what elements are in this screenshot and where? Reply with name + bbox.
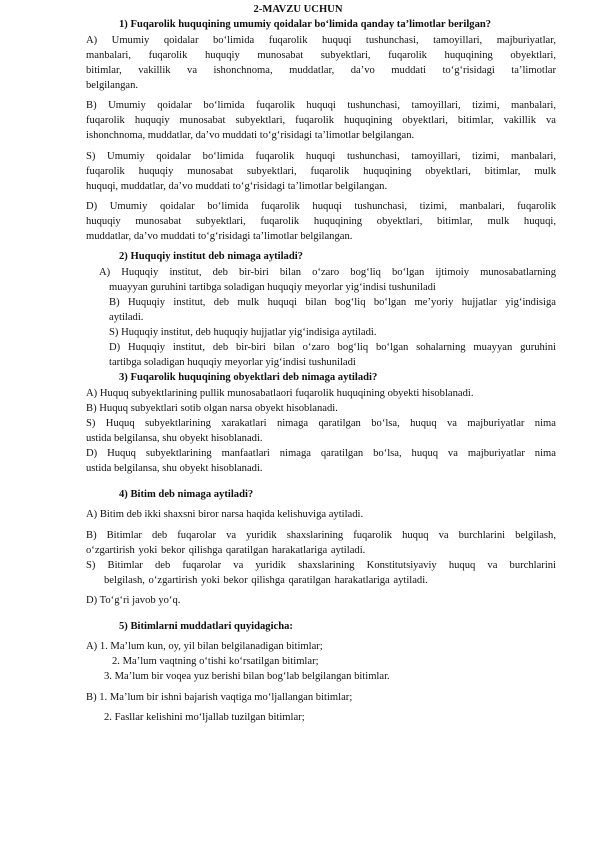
q5-option-a-line-1: A) 1. Ma’lum kun, oy, yil bilan belgilanadigan bitimlar; [86, 641, 323, 652]
question-3: 3) Fuqarolik huquqining obyektlari deb nimaga aytiladi? [119, 372, 378, 383]
q1-option-a-line-4: belgilangan. [86, 80, 139, 91]
q5-option-a-line-3: 3. Ma’lum bir voqea yuz berishi bilan bog‘lab belgilangan bitimlar. [104, 671, 390, 682]
q1-option-d-line-3: muddatlar, da’vo muddati to‘g‘risidagi ta’limotlar belgilangan. [86, 231, 353, 242]
q1-option-c-line-1: S) Umumiy qoidalar bo‘limida fuqarolik huquqi tushunchasi, tamoyillari, tizimi, manbalari, [86, 151, 556, 162]
q4-option-b-line-2: o‘zgartirish yoki bekor qilishga qaratilgan harakatlariga aytiladi. [86, 545, 366, 556]
q2-option-b-line-2: aytiladi. [109, 312, 144, 323]
q4-option-a-line-1: A) Bitim deb ikki shaxsni biror narsa haqida kelishuviga aytiladi. [86, 509, 364, 520]
q2-option-d-line-1: D) Huquqiy institut, deb bir-biri bilan o‘zaro bog‘liq bo‘lgan sohalarning muayyan guruhini [109, 342, 556, 353]
q5-option-b-line-1: B) 1. Ma’lum bir ishni bajarish vaqtiga mo‘ljallangan bitimlar; [86, 692, 353, 703]
q1-option-c-line-2: fuqarolik huquqiy munosabat subyektlari, fuqarolik huquqining obyektlari, bitimlar, mulk [86, 166, 556, 177]
q4-option-c-line-1: S) Bitimlar deb fuqarolar va yuridik shaxslarining Konstitutsiyaviy huquq va burchlarini [86, 560, 556, 571]
q4-option-d-line-1: D) To‘g‘ri javob yo‘q. [86, 595, 181, 606]
q3-option-d-line-2: ustida belgilansa, shu obyekt hisoblanadi. [86, 463, 263, 474]
q2-option-c-line-1: S) Huquqiy institut, deb huquqiy hujjatlar yig‘indisiga aytiladi. [109, 327, 377, 338]
q1-option-b-line-2: fuqarolik huquqiy munosabat subyektlari, fuqarolik huquqining obyektlari, bitimlar, vakillik va [86, 115, 556, 126]
document-title: 2-MAVZU UCHUN [253, 4, 343, 15]
q3-option-d-line-1: D) Huquq subyektlarining manfaatlari nimaga qaratilgan bo‘lsa, huquq va majburiyatlar nima [86, 448, 556, 459]
q3-option-c-line-1: S) Huquq subyektlarining xarakatlari nimaga qaratilgan bo‘lsa, huquq va majburiyatlar nima [86, 418, 556, 429]
q1-option-d-line-2: huquqiy munosabat subyektlari, fuqarolik huquqining obyektlari, bitimlar, mulk huquqi, [86, 216, 556, 227]
q1-option-a-line-2: manbalari, fuqarolik huquqiy munosabat subyektlari, fuqarolik huquqining obyektlari, [86, 50, 556, 61]
q3-option-a-line-1: A) Huquq subyektlarining pullik munosabatlaori fuqarolik huquqining obyekti hisoblanadi. [86, 388, 474, 399]
q5-option-a-line-2: 2. Ma’lum vaqtning o‘tishi ko‘rsatilgan bitimlar; [112, 656, 319, 667]
q1-option-b-line-3: ishonchnoma, muddatlar, da’vo muddati to‘g‘risidagi ta’limotlar belgilangan. [86, 130, 415, 141]
q4-option-b-line-1: B) Bitimlar deb fuqarolar va yuridik shaxslarining fuqarolik huquq va burchlarini belgilash, [86, 530, 556, 541]
question-4: 4) Bitim deb nimaga aytiladi? [119, 489, 254, 500]
q5-option-b-line-2: 2. Fasllar kelishini mo‘ljallab tuzilgan bitimlar; [104, 712, 305, 723]
question-5: 5) Bitimlarni muddatlari quyidagicha: [119, 621, 293, 632]
q1-option-b-line-1: B) Umumiy qoidalar bo‘limida fuqarolik huquqi tushunchasi, tamoyillari, tizimi, manbalari, [86, 100, 556, 111]
q1-option-c-line-3: huquqi, muddatlar, da’vo muddati to‘g‘risidagi ta’limotlar belgilangan. [86, 181, 388, 192]
q1-option-a-line-1: A) Umumiy qoidalar bo‘limida fuqarolik huquqi tushunchasi, tamoyillari, majburiyatlar, [86, 35, 556, 46]
q3-option-b-line-1: B) Huquq subyektlari sotib olgan narsa obyekt hisoblanadi. [86, 403, 338, 414]
q2-option-d-line-2: tartibga soladigan huquqiy meyorlar yig‘indisi tushuniladi [109, 357, 356, 368]
q2-option-a-line-2: muayyan guruhini tartibga soladigan huquqiy meyorlar yig‘indisi tushuniladi [109, 282, 436, 293]
q1-option-a-line-3: bitimlar, vakillik va ishonchnoma, muddatlar, da’vo muddati to‘g‘risidagi ta’limotlar [86, 65, 556, 76]
q3-option-c-line-2: ustida belgilansa, shu obyekt hisoblanadi. [86, 433, 263, 444]
question-1: 1) Fuqarolik huquqining umumiy qoidalar bo‘limida qanday ta’limotlar berilgan? [119, 19, 492, 30]
q2-option-b-line-1: B) Huquqiy institut, deb mulk huquqi bilan bog‘liq bo‘lgan me’yoriy hujjatlar yig‘indisiga [109, 297, 556, 308]
q4-option-c-line-2: belgilash, o‘zgartirish yoki bekor qilishga qaratilgan harakatlariga aytiladi. [104, 575, 428, 586]
q2-option-a-line-1: A) Huquqiy institut, deb bir-biri bilan o‘zaro bog‘liq bo‘lgan ijtimoiy munosabatlarning [99, 267, 556, 278]
q1-option-d-line-1: D) Umumiy qoidalar bo‘limida fuqarolik huquqi tushunchasi, tizimi, manbalari, fuqarolik [86, 201, 556, 212]
question-2: 2) Huquqiy institut deb nimaga aytiladi? [119, 251, 303, 262]
